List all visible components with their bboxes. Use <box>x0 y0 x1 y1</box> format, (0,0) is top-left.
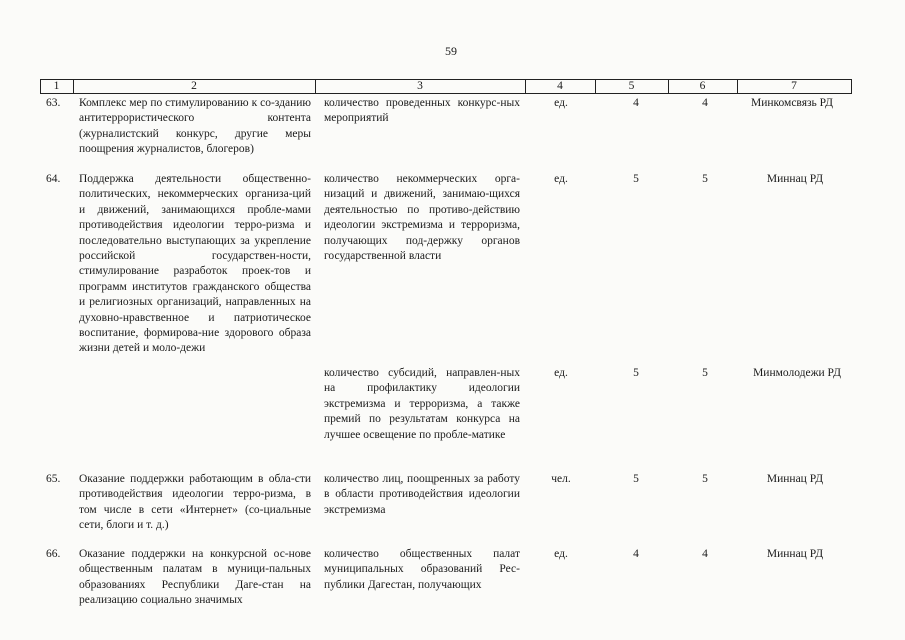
measure-text: Оказание поддержки на конкурсной ос-нове общественным палатам в муници-пальных образованиях Республики Даге-стан на реализацию социально значимых <box>79 548 311 607</box>
row-number: 63. <box>46 97 61 109</box>
indicator-value-6: 4 <box>702 97 708 109</box>
indicator-unit: чел. <box>551 473 571 485</box>
indicator-value-5: 5 <box>633 173 639 185</box>
measure-text: Поддержка деятельности общественно-политических, некоммерческих организа-ций и движений, занимающихся пробле-мами противодействия идеологии терро-ризма и последовательно выступающих за укрепление российской государствен-ности, стимулирование разработок проек-тов и программ институтов гражданского общества и религиозных организаций, направленных на духовно-нравственное и патриотическое воспитание, формирова-ние здорового образа жизни детей и моло-дежи <box>79 173 311 355</box>
indicator-value-6: 5 <box>702 473 708 485</box>
header-col-5: 5 <box>628 80 635 92</box>
indicator-value-5: 5 <box>633 473 639 485</box>
header-col-6: 6 <box>699 80 706 92</box>
header-col-7: 7 <box>791 80 797 92</box>
header-col-2: 2 <box>191 80 197 92</box>
indicator-value-6: 4 <box>702 548 708 560</box>
indicator-value-5: 5 <box>633 367 639 379</box>
responsible-org: Миннац РД <box>766 548 824 560</box>
header-col-3: 3 <box>417 80 423 92</box>
indicator-text: количество проведенных конкурс-ных мероприятий <box>324 97 520 125</box>
indicator-text: количество лиц, поощренных за работу в области противодействия идеологии экстремизма <box>324 473 520 516</box>
indicator-unit: ед. <box>554 548 568 560</box>
page-number: 59 <box>445 44 457 58</box>
responsible-org: Минкомсвязь РД <box>750 97 834 109</box>
row-number: 66. <box>46 548 61 560</box>
indicator-text: количество некоммерческих орга-низаций и движений, занимаю-щихся деятельностью по противо-действию идеологии экстремизма и терроризма, получающих под-держку органов государственной власти <box>324 173 520 263</box>
row-number: 65. <box>46 473 61 485</box>
measure-text: Оказание поддержки работающим в обла-сти противодействия идеологии терро-ризма, в том числе в сети «Интернет» (со-циальные сети, блоги и т. д.) <box>79 473 311 532</box>
indicator-unit: ед. <box>554 97 568 109</box>
measure-text: Комплекс мер по стимулированию к со-зданию антитеррористического контента (журналистский конкурс, другие меры поощрения журналистов, блогеров) <box>79 97 311 156</box>
indicator-text: количество общественных палат муниципальных образований Рес-публики Дагестан, получающих <box>324 548 520 591</box>
indicator-value-5: 4 <box>633 548 639 560</box>
responsible-org: Миннац РД <box>766 173 824 185</box>
indicator-value-6: 5 <box>702 367 708 379</box>
header-bottom-rule <box>40 93 852 94</box>
indicator-text: количество субсидий, направлен-ных на профилактику идеологии экстремизма и терроризма, а также премий по результатам конкурса на лучшее освещение по пробле-матике <box>324 367 520 441</box>
responsible-org: Минмолодежи РД <box>753 367 841 379</box>
responsible-org: Миннац РД <box>766 473 824 485</box>
indicator-value-6: 5 <box>702 173 708 185</box>
header-col-1: 1 <box>53 80 60 92</box>
row-number: 64. <box>46 173 61 185</box>
indicator-unit: ед. <box>554 367 568 379</box>
indicator-unit: ед. <box>554 173 568 185</box>
header-divider <box>851 79 852 93</box>
header-col-4: 4 <box>557 80 563 92</box>
indicator-value-5: 4 <box>633 97 639 109</box>
